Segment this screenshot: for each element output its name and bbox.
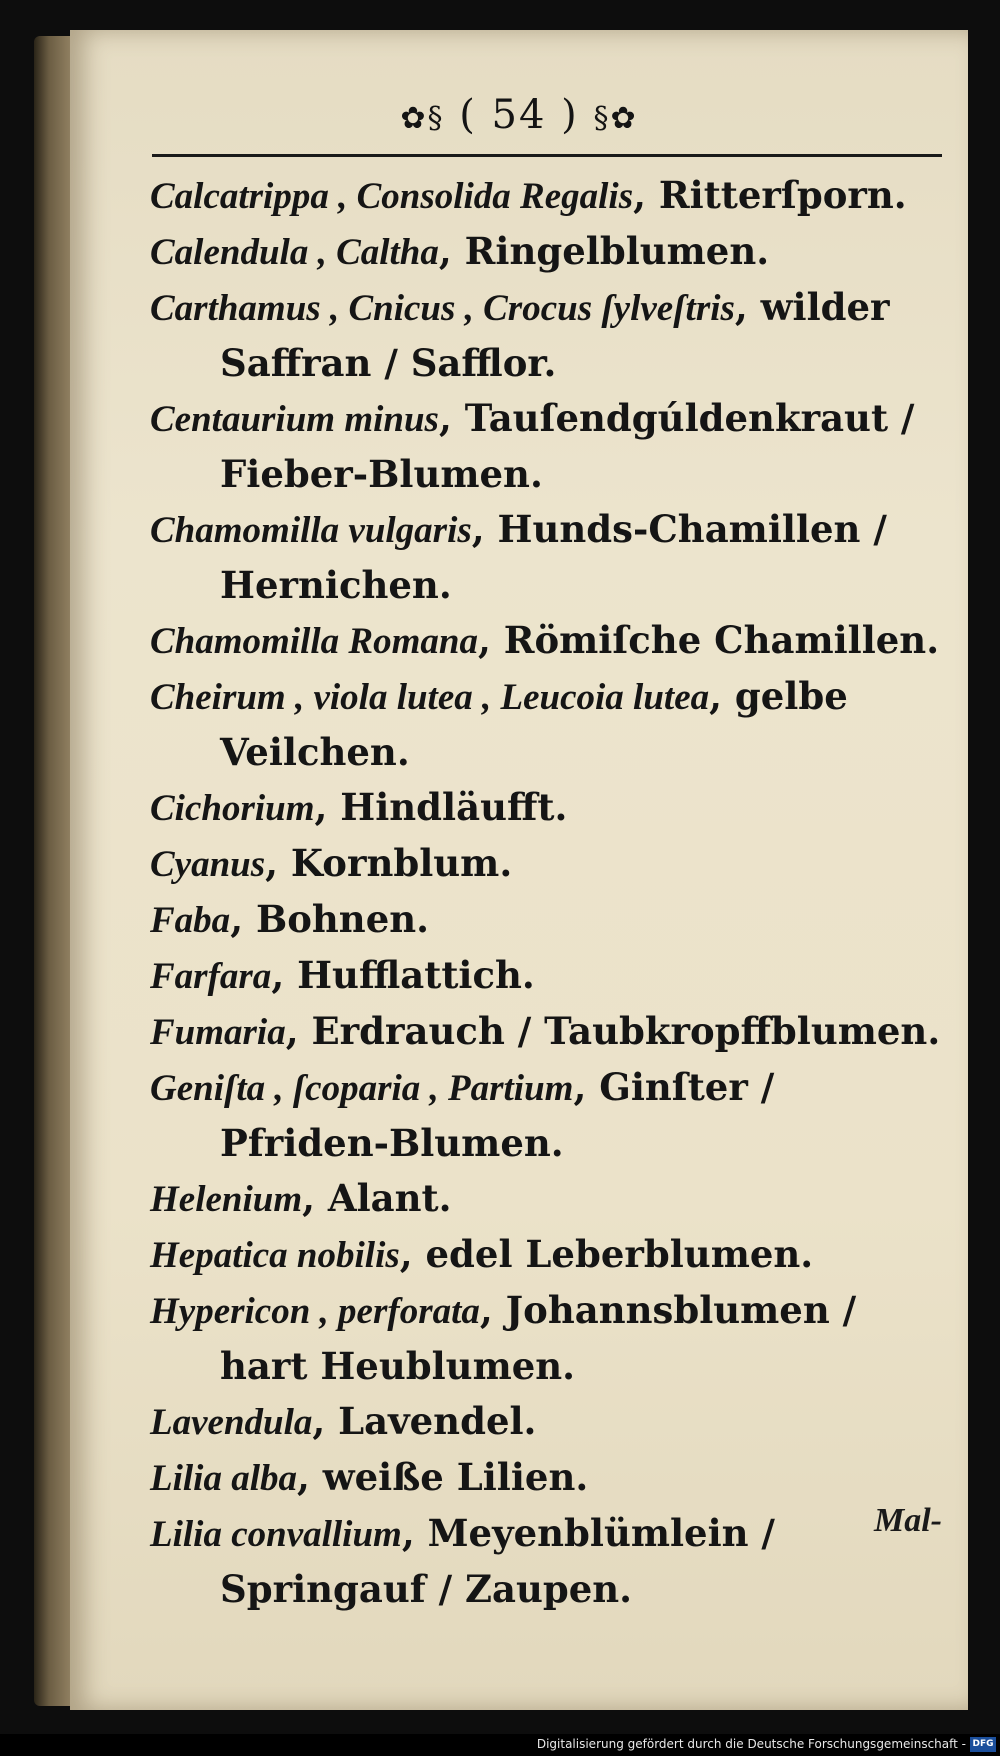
glossary-list <box>150 168 950 1617</box>
glossary-entry: Geniſta , ſcoparia , Partium, Ginſter / Pfriden-Blumen. <box>150 1065 775 1165</box>
latin-term: Calendula , Caltha <box>150 232 439 273</box>
dfg-logo: DFG <box>970 1737 996 1752</box>
latin-term: Lilia alba <box>150 1458 297 1499</box>
page-header <box>70 92 968 138</box>
page-number: ( 54 ) <box>459 92 579 138</box>
german-term: Kornblum. <box>290 841 513 885</box>
german-term: Hindläufft. <box>340 785 568 829</box>
german-term: edel Leberblumen. <box>425 1232 814 1276</box>
digitization-footer <box>0 1734 1000 1756</box>
header-ornament-right: §✿ <box>593 101 638 136</box>
latin-term: Carthamus , Cnicus , Crocus ſylveſtris <box>150 288 735 329</box>
glossary-entry: Farfara, Hufflattich. <box>150 953 535 997</box>
glossary-entry: Centaurium minus, Tauſendgúldenkraut / Fieber-Blumen. <box>150 396 915 496</box>
latin-term: Cyanus <box>150 844 266 885</box>
latin-term: Hypericon , perforata <box>150 1291 480 1332</box>
latin-term: Chamomilla Romana <box>150 621 478 662</box>
footer-credit: Digitalisierung gefördert durch die Deutsche Forschungsgemeinschaft - <box>536 1737 966 1751</box>
latin-term: Faba <box>150 900 231 941</box>
latin-term: Fumaria <box>150 1012 286 1053</box>
latin-term: Cheirum , viola lutea , Leucoia lutea <box>150 677 710 718</box>
glossary-entry: Fumaria, Erdrauch / Taubkropffblumen. <box>150 1009 941 1053</box>
latin-term: Centaurium minus <box>150 399 439 440</box>
glossary-entry: Lilia alba, weiße Lilien. <box>150 1455 589 1499</box>
german-term: Hufflattich. <box>297 953 535 997</box>
book-page <box>70 30 968 1710</box>
german-term: Alant. <box>327 1176 452 1220</box>
latin-term: Chamomilla vulgaris <box>150 510 472 551</box>
latin-term: Helenium <box>150 1179 303 1220</box>
german-term: Johannsblumen / hart Heublumen. <box>220 1288 857 1388</box>
german-term: Ritterſporn. <box>658 173 907 217</box>
latin-term: Hepatica nobilis <box>150 1235 400 1276</box>
german-term: Römiſche Chamillen. <box>503 618 940 662</box>
latin-term: Lavendula <box>150 1402 313 1443</box>
glossary-entry: Faba, Bohnen. <box>150 897 430 941</box>
glossary-entry: Chamomilla Romana, Römiſche Chamillen. <box>150 618 940 662</box>
german-term: wilder Saffran / Safflor. <box>220 285 890 385</box>
glossary-entry: Helenium, Alant. <box>150 1176 452 1220</box>
catchword: Mal- <box>874 1502 942 1539</box>
glossary-entry: Cyanus, Kornblum. <box>150 841 513 885</box>
german-term: Hunds-Chamillen / Hernichen. <box>220 507 887 607</box>
german-term: Ginſter / Pfriden-Blumen. <box>220 1065 775 1165</box>
latin-term: Farfara <box>150 956 272 997</box>
german-term: Ringelblumen. <box>464 229 770 273</box>
german-term: Tauſendgúldenkraut / Fieber-Blumen. <box>220 396 915 496</box>
glossary-entry: Hepatica nobilis, edel Leberblumen. <box>150 1232 814 1276</box>
glossary-entry: Calcatrippa , Consolida Regalis, Ritterſporn. <box>150 173 907 217</box>
latin-term: Geniſta , ſcoparia , Partium <box>150 1068 574 1109</box>
glossary-entry: Cichorium, Hindläufft. <box>150 785 568 829</box>
german-term: Bohnen. <box>255 897 430 941</box>
latin-term: Lilia convallium <box>150 1514 402 1555</box>
glossary-entry: Lavendula, Lavendel. <box>150 1399 537 1443</box>
german-term: Erdrauch / Taubkropffblumen. <box>311 1009 941 1053</box>
glossary-entry: Cheirum , viola lutea , Leucoia lutea, gelbe Veilchen. <box>150 674 848 774</box>
german-term: gelbe Veilchen. <box>220 674 848 774</box>
glossary-entry: Chamomilla vulgaris, Hunds-Chamillen / Hernichen. <box>150 507 887 607</box>
german-term: weiße Lilien. <box>322 1455 589 1499</box>
header-rule <box>152 154 942 157</box>
latin-term: Cichorium <box>150 788 315 829</box>
german-term: Meyenblümlein / Springauf / Zaupen. <box>220 1511 775 1611</box>
header-ornament-left: ✿§ <box>400 101 445 136</box>
glossary-entry: Lilia convallium, Meyenblümlein / Springauf / Zaupen. <box>150 1511 775 1611</box>
glossary-entry: Hypericon , perforata, Johannsblumen / hart Heublumen. <box>150 1288 857 1388</box>
glossary-entry: Carthamus , Cnicus , Crocus ſylveſtris, wilder Saffran / Safflor. <box>150 285 890 385</box>
glossary-entry: Calendula , Caltha, Ringelblumen. <box>150 229 770 273</box>
latin-term: Calcatrippa , Consolida Regalis <box>150 176 634 217</box>
german-term: Lavendel. <box>338 1399 537 1443</box>
